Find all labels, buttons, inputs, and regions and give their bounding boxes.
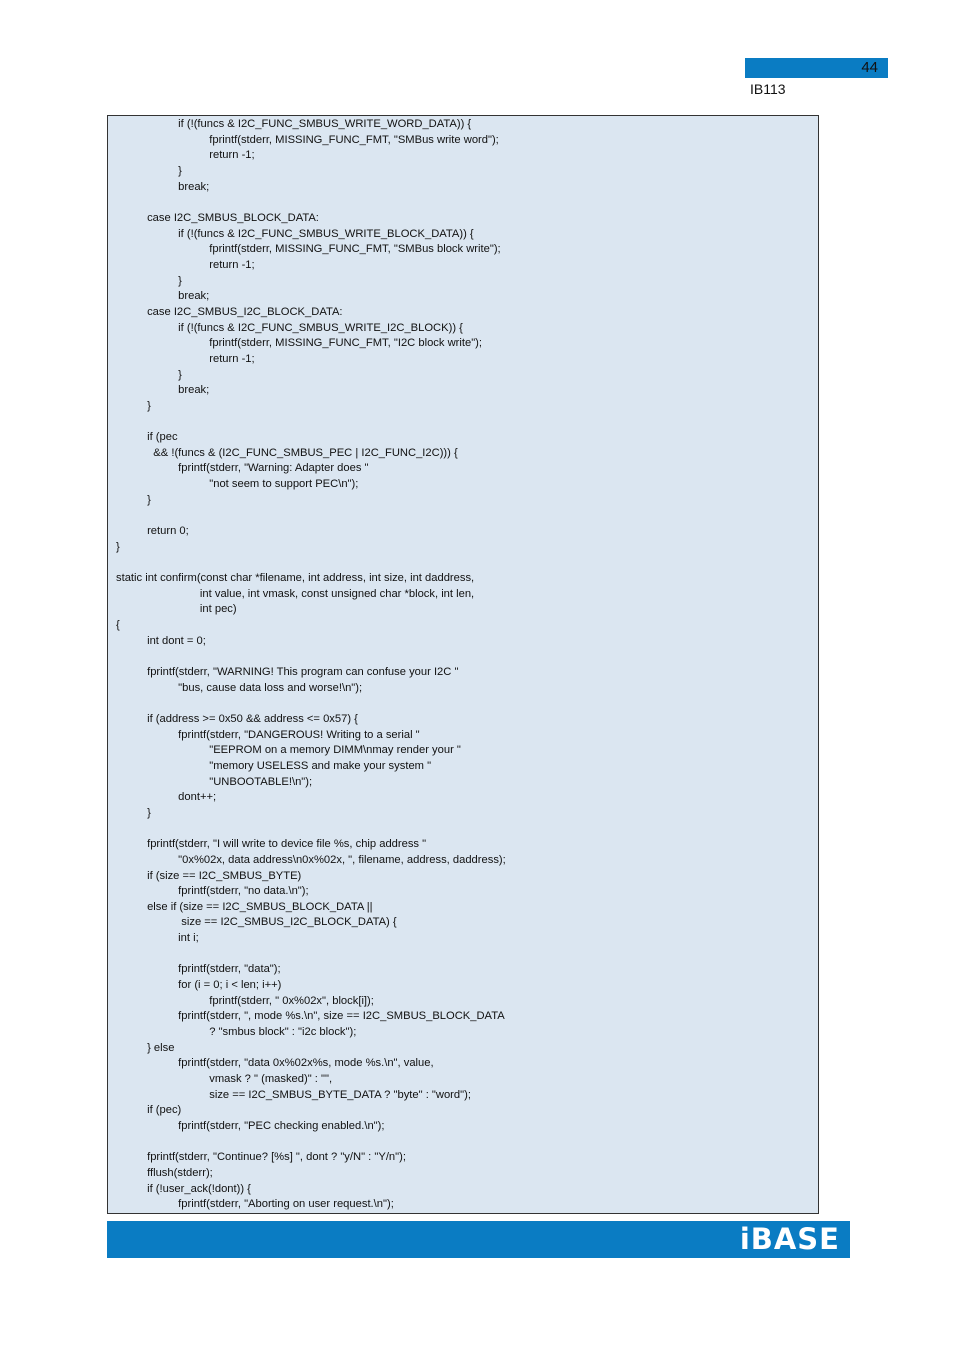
code-line: if (!user_ack(!dont)) { [116,1182,251,1195]
code-line: int pec) [116,603,237,616]
code-line: ? "smbus block" : "i2c block"); [116,1026,357,1039]
code-line: size == I2C_SMBUS_I2C_BLOCK_DATA) { [116,916,397,929]
code-line [116,1135,506,1151]
code-line [116,414,506,430]
code-line [116,508,506,524]
code-line: fprintf(stderr, "no data.\n"); [116,885,309,898]
code-line: fprintf(stderr, MISSING_FUNC_FMT, "I2C block write"); [116,337,483,350]
code-line: "memory USELESS and make your system " [116,759,432,772]
code-line: fprintf(stderr, "WARNING! This program can confuse your I2C " [116,665,459,678]
code-line: if (pec) [116,1104,182,1117]
code-line: else if (size == I2C_SMBUS_BLOCK_DATA || [116,900,373,913]
code-line: fprintf(stderr, "Warning: Adapter does " [116,462,369,475]
code-line: if (!(funcs & I2C_FUNC_SMBUS_WRITE_BLOCK_DATA)) { [116,227,474,240]
code-line: break; [116,180,210,193]
code-line: fprintf(stderr, "I will write to device file %s, chip address " [116,838,427,851]
code-line: int i; [116,932,199,945]
code-line: } else [116,1041,175,1054]
code-lines [116,117,506,1213]
code-line: } [116,540,120,553]
code-line [116,555,506,571]
model-label: IB113 [750,81,786,97]
code-line: fprintf(stderr, "data 0x%02x%s, mode %s.\n", value, [116,1057,434,1070]
code-line: fprintf(stderr, "DANGEROUS! Writing to a serial " [116,728,420,741]
code-line: } [116,274,182,287]
code-line: fprintf(stderr, "data"); [116,963,281,976]
code-line: && !(funcs & (I2C_FUNC_SMBUS_PEC | I2C_FUNC_I2C))) { [116,446,458,459]
code-line: if (size == I2C_SMBUS_BYTE) [116,869,302,882]
code-line: fprintf(stderr, "Aborting on user request.\n"); [116,1198,394,1211]
code-line: } [116,399,151,412]
code-line: "EEPROM on a memory DIMM\nmay render your " [116,744,461,757]
code-line: fprintf(stderr, "Continue? [%s] ", dont ? "y/N" : "Y/n"); [116,1151,406,1164]
code-line: return -1; [116,352,255,365]
code-line: "bus, cause data loss and worse!\n"); [116,681,363,694]
code-line: if (pec [116,431,178,444]
page-number: 44 [861,59,878,76]
code-line: "not seem to support PEC\n"); [116,478,359,491]
code-line: size == I2C_SMBUS_BYTE_DATA ? "byte" : "word"); [116,1088,471,1101]
code-line: fprintf(stderr, MISSING_FUNC_FMT, "SMBus write word"); [116,133,499,146]
code-line: for (i = 0; i < len; i++) [116,979,282,992]
code-listing [107,115,819,1214]
code-line: vmask ? " (masked)" : "", [116,1073,333,1086]
code-line: return -1; [116,258,255,271]
code-line: fflush(stderr); [116,1166,213,1179]
code-line: return -1; [116,149,255,162]
code-line: return 0; [116,525,189,538]
code-line: dont++; [116,791,217,804]
code-line: fprintf(stderr, ", mode %s.\n", size == I2C_SMBUS_BLOCK_DATA [116,1010,505,1023]
code-line: fprintf(stderr, "PEC checking enabled.\n"); [116,1120,385,1132]
code-line: case I2C_SMBUS_I2C_BLOCK_DATA: [116,305,343,318]
footer-bar [107,1221,850,1258]
ibase-logo: iBASE [739,1222,840,1256]
code-line: break; [116,384,210,397]
code-line: { [116,619,120,631]
code-line: "UNBOOTABLE!\n"); [116,775,313,788]
code-line: fprintf(stderr, MISSING_FUNC_FMT, "SMBus block write"); [116,243,501,256]
page-number-bar [745,58,888,78]
code-line: } [116,368,182,381]
code-line: fprintf(stderr, " 0x%02x", block[i]); [116,994,374,1007]
code-line: static int confirm(const char *filename, int address, int size, int daddress, [116,572,475,585]
code-line [116,696,506,712]
code-line: int dont = 0; [116,634,206,647]
code-line [116,195,506,211]
code-line: if (address >= 0x50 && address <= 0x57) { [116,712,358,725]
code-line: int value, int vmask, const unsigned char *block, int len, [116,587,475,600]
code-line [116,947,506,963]
code-line: "0x%02x, data address\n0x%02x, ", filename, address, daddress); [116,853,506,866]
code-line: } [116,493,151,506]
code-line: if (!(funcs & I2C_FUNC_SMBUS_WRITE_WORD_DATA)) { [116,118,472,130]
code-line: } [116,806,151,819]
code-line: if (!(funcs & I2C_FUNC_SMBUS_WRITE_I2C_BLOCK)) { [116,321,463,334]
code-line: case I2C_SMBUS_BLOCK_DATA: [116,211,319,224]
code-line: } [116,164,182,177]
code-line: break; [116,290,210,303]
code-line [116,822,506,838]
code-line [116,649,506,665]
